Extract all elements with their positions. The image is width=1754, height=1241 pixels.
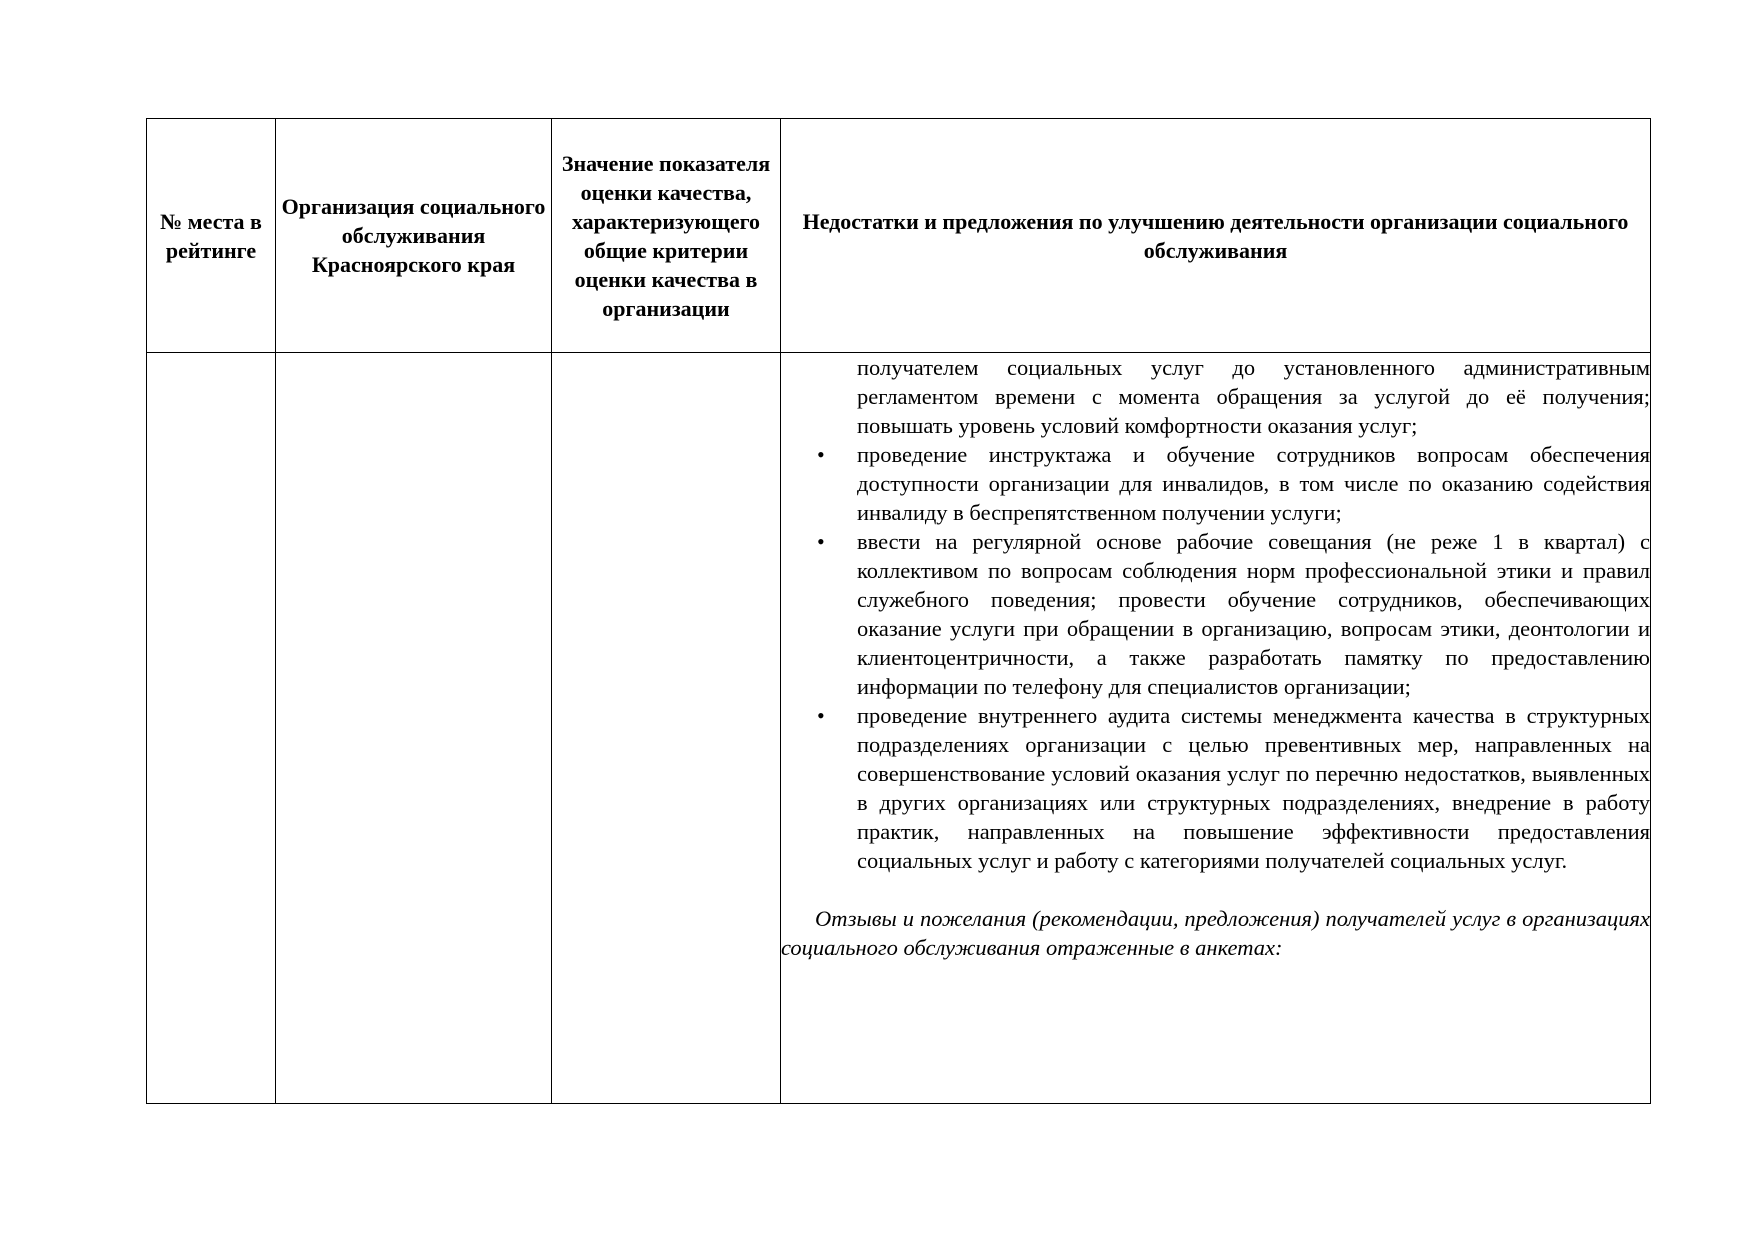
bullet-icon: • bbox=[817, 442, 825, 467]
table-header-row bbox=[147, 119, 1651, 353]
cell-rank bbox=[147, 353, 276, 1104]
cell-shortcomings bbox=[781, 353, 1651, 1104]
bullet-icon: • bbox=[817, 703, 825, 728]
table-row bbox=[147, 353, 1651, 1104]
header-shortcomings-label: Недостатки и предложения по улучшению деятельности организации социального обслуживания bbox=[802, 208, 1629, 263]
cell-organization bbox=[276, 353, 552, 1104]
header-organization-label: Организация социального обслуживания Красноярского края bbox=[281, 194, 546, 277]
list-item-text: ввести на регулярной основе рабочие совещания (не реже 1 в квартал) с коллективом по вопросам соблюдения норм профессиональной этики и правил служебного поведения; провести обучение сотрудников, обеспечивающих оказание услуги при обращении в организацию, вопросам этики, деонтологии и клиентоцентричности, а также разработать памятку по предоставлению информации по телефону для специалистов организации; bbox=[857, 529, 1650, 699]
list-item bbox=[781, 701, 1650, 875]
header-quality-value bbox=[552, 119, 781, 353]
list-item bbox=[781, 527, 1650, 701]
header-quality-value-label: Значение показателя оценки качества, характеризующего общие критерии оценки качества в организации bbox=[561, 150, 771, 321]
header-shortcomings bbox=[781, 119, 1651, 353]
list-item bbox=[781, 440, 1650, 527]
header-organization bbox=[276, 119, 552, 353]
header-rank bbox=[147, 119, 276, 353]
header-rank-label: № места в рейтинге bbox=[160, 208, 262, 263]
bullet-icon: • bbox=[817, 529, 825, 554]
feedback-note: Отзывы и пожелания (рекомендации, предложения) получателей услуг в организациях социального обслуживания отраженные в анкетах: bbox=[781, 906, 1650, 960]
continuation-text: получателем социальных услуг до установленного административным регламентом времени с момента обращения за услугой до её получения; повышать уровень условий комфортности оказания услуг; bbox=[857, 355, 1650, 438]
cell-quality-value bbox=[552, 353, 781, 1104]
recommendation-list bbox=[781, 440, 1650, 875]
spacer bbox=[781, 875, 1650, 904]
list-item-text: проведение инструктажа и обучение сотрудников вопросам обеспечения доступности организации для инвалидов, в том числе по оказанию содействия инвалиду в беспрепятственном получении услуги; bbox=[857, 442, 1650, 525]
list-item-text: проведение внутреннего аудита системы менеджмента качества в структурных подразделениях организации с целью превентивных мер, направленных на совершенствование условий оказания услуг по перечню недостатков, выявленных в других организациях или структурных подразделениях, внедрение в работу практик, направленных на повышение эффективности предоставления социальных услуг и работу с категориями получателей социальных услуг. bbox=[857, 703, 1650, 873]
rating-table bbox=[146, 118, 1651, 1104]
